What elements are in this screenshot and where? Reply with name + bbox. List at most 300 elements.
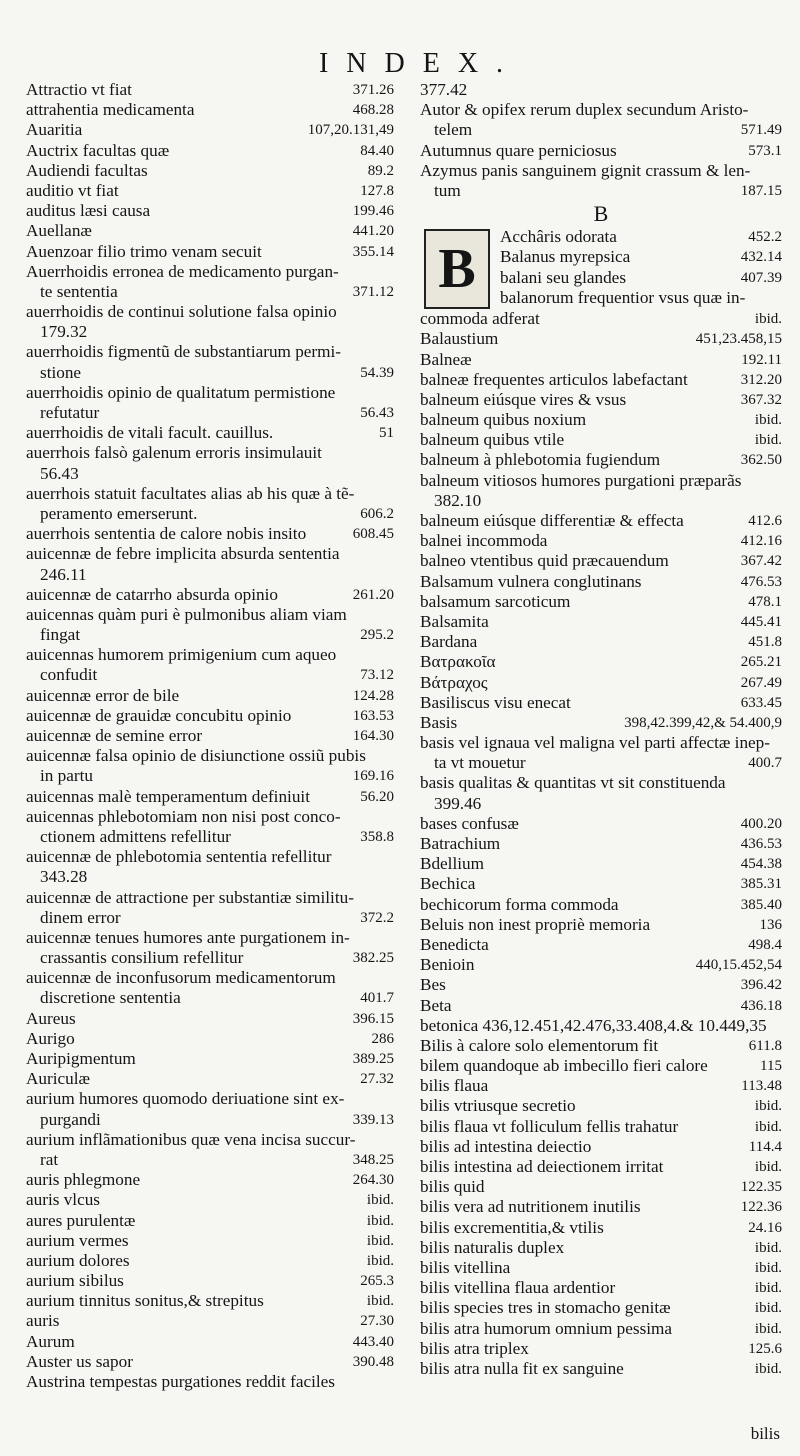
index-entry: [420, 430, 782, 450]
entry-text: Βατρακοῖα: [420, 652, 496, 672]
entry-page-ref: 454.38: [737, 854, 782, 874]
entry-text: auerrhoidis opinio de qualitatum permistione: [26, 382, 336, 402]
index-entry: [26, 1029, 394, 1049]
index-entry: [26, 1271, 394, 1291]
index-entry: [26, 686, 394, 706]
entry-text: balanorum frequentior vsus quæ in-: [500, 287, 746, 307]
entry-text: auerrhois sententia de calore nobis insito: [26, 524, 307, 544]
entry-text: auicennæ de grauidæ concubitu opinio: [26, 705, 292, 725]
entry-text: ctionem admittens refellitur: [40, 826, 231, 846]
entry-text: balneæ frequentes articulos labefactant: [420, 369, 688, 389]
entry-text: basis vel ignaua vel maligna vel parti affectæ inep-: [420, 733, 770, 753]
entry-text: Austrina tempestas purgationes reddit faciles: [26, 1372, 335, 1391]
entry-text: bilis vtriusque secretio: [420, 1096, 576, 1116]
initial-block: [420, 227, 782, 309]
entry-page-ref: 355.14: [349, 242, 394, 262]
entry-text: Aurum: [26, 1331, 75, 1351]
entry-page-ref: 358.8: [356, 827, 394, 847]
index-entry: [26, 827, 394, 847]
entry-text: Azymus panis sanguinem gignit crassum & len-: [420, 160, 751, 180]
entry-text: Attractio vt fiat: [26, 80, 132, 99]
entry-page-ref: ibid.: [751, 1258, 782, 1278]
index-entry: [26, 1211, 394, 1231]
entry-text: balneum quibus vtile: [420, 430, 565, 450]
entry-text: Autor & opifex rerum duplex secundum Aristo-: [420, 100, 749, 120]
entry-text: Auster us sapor: [26, 1351, 133, 1371]
entry-page-ref: 169.16: [349, 766, 394, 786]
index-entry: [420, 1016, 782, 1036]
index-entry: [420, 410, 782, 430]
index-entry: [26, 443, 394, 463]
entry-page-ref: 443.40: [349, 1332, 394, 1352]
entry-page-ref: 385.31: [737, 874, 782, 894]
index-entry: [26, 1110, 394, 1130]
index-entry: [26, 746, 394, 766]
index-entry: [420, 370, 782, 390]
index-entry: [420, 80, 782, 100]
index-entry: [26, 1372, 394, 1392]
index-entry: [26, 262, 394, 282]
entry-page-ref: 396.15: [349, 1009, 394, 1029]
entry-text: aurium sibilus: [26, 1271, 124, 1291]
index-entry: [420, 794, 782, 814]
entry-page-ref: 396.42: [737, 975, 782, 995]
entry-text: auicennæ de attractione per substantiæ similitu-: [26, 887, 354, 907]
entry-page-ref: 56.43: [356, 403, 394, 423]
entry-page-ref: ibid.: [751, 1359, 782, 1379]
left-column: [26, 80, 394, 1392]
entry-text: Auerrhoidis erronea de medicamento purgan-: [26, 261, 339, 281]
index-entry: [420, 531, 782, 551]
index-entry: [26, 201, 394, 221]
index-entry: [420, 996, 782, 1016]
entry-text: Auenzoar filio trimo venam secuit: [26, 241, 262, 261]
index-entry: [420, 572, 782, 592]
entry-page-ref: 371.26: [349, 80, 394, 100]
index-entry: [26, 484, 394, 504]
entry-text: auicennæ error de bile: [26, 685, 180, 705]
entry-text: balneo vtentibus quid præcauendum: [420, 551, 669, 571]
entry-page-ref: 412.16: [737, 531, 782, 551]
index-entry: [26, 464, 394, 484]
entry-text: refutatur: [40, 403, 100, 422]
entry-page-ref: 295.2: [356, 625, 394, 645]
entry-page-ref: 452.2: [744, 227, 782, 247]
entry-text: aurium vermes: [26, 1230, 129, 1250]
entry-page-ref: 163.53: [349, 706, 394, 726]
index-entry: [26, 242, 394, 262]
entry-page-ref: 362.50: [737, 450, 782, 470]
entry-page-ref: ibid.: [363, 1251, 394, 1271]
entry-page-ref: 27.30: [356, 1311, 394, 1331]
entry-text: auerrhois falsò galenum erroris insimulauit: [26, 443, 322, 463]
index-entry: [420, 181, 782, 201]
index-entry: [500, 288, 782, 308]
index-entry: [26, 383, 394, 403]
entry-text: bilis flaua: [420, 1076, 489, 1096]
entry-page-ref: 367.42: [737, 551, 782, 571]
entry-text: auicennæ falsa opinio de disiunctione ossiũ pubis: [26, 746, 366, 766]
entry-page-ref: ibid.: [751, 410, 782, 430]
entry-text: Aureus: [26, 1008, 76, 1028]
index-entry: [500, 268, 782, 288]
index-entry: [420, 1137, 782, 1157]
index-entry: [420, 141, 782, 161]
entry-text: auerrhoidis de vitali facult. cauillus.: [26, 423, 274, 443]
index-entry: [26, 1332, 394, 1352]
index-entry: [420, 673, 782, 693]
entry-page-ref: ibid.: [363, 1231, 394, 1251]
entry-page-ref: ibid.: [751, 1298, 782, 1318]
index-entry: [26, 524, 394, 544]
entry-text: Bdellium: [420, 854, 484, 874]
index-entry: [26, 181, 394, 201]
entry-page-ref: 608.45: [349, 524, 394, 544]
index-entry: [420, 309, 782, 329]
entry-page-ref: ibid.: [363, 1190, 394, 1210]
entry-text: auris: [26, 1311, 60, 1331]
entry-page-ref: 440,15.452,54: [692, 955, 782, 975]
entry-text: auditio vt fiat: [26, 180, 119, 200]
entry-text: bilis atra triplex: [420, 1338, 529, 1358]
index-entry: [420, 1197, 782, 1217]
index-entry: [420, 1298, 782, 1318]
entry-text: Auaritia: [26, 120, 83, 140]
entry-text: balani seu glandes: [500, 267, 627, 287]
entry-page-ref: 339.13: [349, 1110, 394, 1130]
index-entry: [420, 1258, 782, 1278]
index-entry: [26, 282, 394, 302]
index-entry: [26, 322, 394, 342]
index-entry: [26, 1069, 394, 1089]
entry-page-ref: 606.2: [356, 504, 394, 524]
index-entry: [500, 247, 782, 267]
entry-page-ref: 265.3: [356, 1271, 394, 1291]
index-entry: [26, 363, 394, 383]
index-entry: [420, 652, 782, 672]
entry-page-ref: 187.15: [737, 181, 782, 201]
entry-page-ref: 115: [756, 1056, 782, 1076]
entry-text: Bechica: [420, 874, 476, 894]
entry-text: aurium dolores: [26, 1250, 130, 1270]
index-entry: [420, 854, 782, 874]
index-entry: [420, 975, 782, 995]
entry-page-ref: 382.25: [349, 948, 394, 968]
entry-page-ref: 107,20.131,49: [304, 120, 394, 140]
entry-text: Balsamita: [420, 611, 489, 631]
entry-page-ref: 633.45: [737, 693, 782, 713]
entry-text: auerrhoidis de continui solutione falsa opinio: [26, 302, 337, 322]
index-entry: [26, 787, 394, 807]
index-entry: [26, 100, 394, 120]
entry-page-ref: 476.53: [737, 572, 782, 592]
entry-text: bilis quid: [420, 1177, 485, 1197]
entry-text: auicennæ de febre implicita absurda sententia: [26, 544, 340, 564]
entry-text: balneum quibus noxium: [420, 410, 587, 430]
entry-text: auerrhoidis figmentũ de substantiarum permi-: [26, 342, 342, 362]
entry-page-ref: 125.6: [744, 1339, 782, 1359]
entry-page-ref: 468.28: [349, 100, 394, 120]
entry-page-ref: 398,42.399,42,& 54.400,9: [620, 713, 782, 733]
index-entry: [420, 551, 782, 571]
entry-page-ref: 390.48: [349, 1352, 394, 1372]
index-entry: [26, 766, 394, 786]
index-entry: [26, 1311, 394, 1331]
entry-page-ref: 261.20: [349, 585, 394, 605]
entry-text: balneum à phlebotomia fugiendum: [420, 450, 661, 470]
entry-page-ref: 407.39: [737, 268, 782, 288]
entry-text: Benioin: [420, 955, 475, 975]
entry-text: balneum eiúsque differentiæ & effecta: [420, 511, 684, 530]
entry-page-ref: 122.36: [737, 1197, 782, 1217]
index-entry: [420, 1036, 782, 1056]
index-entry: [26, 423, 394, 443]
entry-text: auicennæ tenues humores ante purgationem in-: [26, 927, 350, 947]
entry-text: rat: [40, 1149, 59, 1169]
index-entry: [26, 867, 394, 887]
entry-text: betonica 436,12.451,42.476,33.408,4.& 10.449,35: [420, 1015, 767, 1035]
entry-text: Balanus myrepsica: [500, 247, 631, 267]
index-entry: [420, 753, 782, 773]
index-entry: [420, 1056, 782, 1076]
index-entry: [420, 713, 782, 733]
entry-text: Basis: [420, 712, 458, 732]
entry-page-ref: ibid.: [363, 1211, 394, 1231]
entry-text: auicennas quàm puri è pulmonibus aliam viam: [26, 604, 347, 624]
entry-text: dinem error: [40, 907, 121, 927]
entry-text: bilis vera ad nutritionem inutilis: [420, 1197, 641, 1217]
entry-page-ref: ibid.: [751, 309, 782, 329]
entry-text: Benedicta: [420, 934, 489, 954]
index-entry: [500, 227, 782, 247]
entry-text: peramento emerserunt.: [40, 503, 198, 523]
entry-page-ref: 445.41: [737, 612, 782, 632]
index-entry: [26, 928, 394, 948]
index-entry: [26, 888, 394, 908]
right-column-bottom: [420, 309, 782, 1379]
initial-lines: [500, 227, 782, 308]
entry-page-ref: ibid.: [751, 1096, 782, 1116]
entry-text: bilis ad intestina deiectio: [420, 1136, 592, 1156]
index-entry: [26, 645, 394, 665]
entry-page-ref: 401.7: [356, 988, 394, 1008]
entry-text: bilis vitellina: [420, 1257, 511, 1277]
entry-text: auerrhois statuit facultates alias ab his quæ à tẽ-: [26, 483, 355, 503]
index-entry: [26, 403, 394, 423]
index-entry: [420, 814, 782, 834]
entry-page-ref: 89.2: [364, 161, 394, 181]
index-entry: [420, 1157, 782, 1177]
index-entry: [26, 342, 394, 362]
index-entry: [420, 491, 782, 511]
entry-text: auris phlegmone: [26, 1170, 141, 1190]
index-entry: [26, 141, 394, 161]
entry-text: auicennæ de semine error: [26, 726, 203, 745]
entry-text: bases confusæ: [420, 813, 519, 833]
entry-text: 343.28: [40, 867, 88, 887]
entry-page-ref: 412.6: [744, 511, 782, 531]
entry-text: te sententia: [40, 281, 118, 301]
index-entry: [420, 1238, 782, 1258]
index-entry: [26, 161, 394, 181]
entry-page-ref: 73.12: [356, 665, 394, 685]
entry-text: Balneæ: [420, 349, 472, 369]
index-entry: [420, 100, 782, 120]
index-entry: [26, 1150, 394, 1170]
entry-page-ref: 122.35: [737, 1177, 782, 1197]
entry-text: attrahentia medicamenta: [26, 100, 195, 120]
entry-text: bilis species tres in stomacho genitæ: [420, 1298, 671, 1318]
index-entry: [420, 471, 782, 491]
entry-text: auicennæ de inconfusorum medicamentorum: [26, 968, 336, 988]
entry-page-ref: ibid.: [363, 1291, 394, 1311]
catchword: bilis: [750, 1424, 780, 1443]
entry-page-ref: 136: [756, 915, 783, 935]
entry-text: aurium humores quomodo deriuatione sint ex-: [26, 1089, 345, 1109]
entry-text: Auctrix facultas quæ: [26, 140, 170, 160]
entry-text: balsamum sarcoticum: [420, 591, 571, 611]
index-entry: [420, 693, 782, 713]
index-entry: [26, 221, 394, 241]
entry-page-ref: 56.20: [356, 787, 394, 807]
entry-text: auditus læsi causa: [26, 201, 151, 221]
entry-page-ref: 432.14: [737, 247, 782, 267]
entry-page-ref: 264.30: [349, 1170, 394, 1190]
entry-text: auicennas humorem primigenium cum aqueo: [26, 645, 337, 665]
index-entry: [26, 1190, 394, 1210]
entry-page-ref: 265.21: [737, 652, 782, 672]
index-entry: [420, 773, 782, 793]
entry-text: bilis atra nulla fit ex sanguine: [420, 1358, 624, 1378]
entry-page-ref: 571.49: [737, 120, 782, 140]
index-entry: [420, 895, 782, 915]
index-entry: [420, 592, 782, 612]
entry-page-ref: 124.28: [349, 686, 394, 706]
index-entry: [26, 908, 394, 928]
entry-text: Aurigo: [26, 1028, 75, 1048]
index-entry: [420, 161, 782, 181]
index-entry: [26, 1049, 394, 1069]
entry-page-ref: 478.1: [744, 592, 782, 612]
index-entry: [26, 625, 394, 645]
entry-text: crassantis consilium refellitur: [40, 948, 244, 968]
entry-page-ref: 436.53: [737, 834, 782, 854]
entry-text: auris vlcus: [26, 1190, 100, 1210]
right-column-top: [420, 80, 782, 201]
entry-page-ref: 199.46: [349, 201, 394, 221]
entry-page-ref: ibid.: [751, 1157, 782, 1177]
entry-page-ref: 611.8: [745, 1036, 782, 1056]
page-header: INDEX.: [318, 48, 522, 79]
index-entry: [26, 585, 394, 605]
entry-text: bilis intestina ad deiectionem irritat: [420, 1157, 664, 1176]
entry-text: balneum eiúsque vires & vsus: [420, 389, 627, 409]
index-entry: [420, 955, 782, 975]
entry-text: discretione sententia: [40, 988, 181, 1008]
index-entry: [26, 1291, 394, 1311]
entry-page-ref: 192.11: [737, 350, 782, 370]
entry-page-ref: 127.8: [356, 181, 394, 201]
entry-page-ref: 367.32: [737, 390, 782, 410]
index-entry: [26, 1251, 394, 1271]
index-entry: [26, 847, 394, 867]
index-entry: [420, 450, 782, 470]
entry-text: Beluis non inest propriè memoria: [420, 914, 651, 934]
index-entry: [420, 1218, 782, 1238]
entry-text: Auripigmentum: [26, 1049, 136, 1068]
entry-text: purgandi: [40, 1109, 101, 1129]
index-entry: [26, 565, 394, 585]
entry-text: Audiendi facultas: [26, 160, 148, 180]
entry-text: bilis vitellina flaua ardentior: [420, 1278, 616, 1298]
index-entry: [26, 706, 394, 726]
entry-page-ref: 286: [368, 1029, 395, 1049]
entry-text: commoda adferat: [420, 309, 540, 329]
entry-text: auicennæ de catarrho absurda opinio: [26, 584, 278, 604]
index-entry: [420, 390, 782, 410]
index-entry: [420, 511, 782, 531]
index-entry: [26, 968, 394, 988]
index-entry: [420, 733, 782, 753]
entry-text: auicennas malè temperamentum definiuit: [26, 786, 310, 806]
entry-page-ref: 400.7: [744, 753, 782, 773]
index-entry: [420, 1117, 782, 1137]
index-entry: [420, 1319, 782, 1339]
index-entry: [420, 1359, 782, 1379]
entry-text: telem: [434, 120, 473, 140]
index-entry: [420, 612, 782, 632]
entry-page-ref: 371.12: [349, 282, 394, 302]
index-entry: [420, 120, 782, 140]
entry-text: Bilis à calore solo elementorum fit: [420, 1035, 659, 1055]
entry-page-ref: 436.18: [737, 996, 782, 1016]
index-entry: [26, 665, 394, 685]
entry-page-ref: 451.8: [744, 632, 782, 652]
entry-page-ref: 498.4: [744, 935, 782, 955]
entry-page-ref: ibid.: [751, 430, 782, 450]
index-entry: [420, 632, 782, 652]
index-entry: [26, 1170, 394, 1190]
index-entry: [26, 544, 394, 564]
entry-page-ref: 113.48: [737, 1076, 782, 1096]
entry-page-ref: ibid.: [751, 1238, 782, 1258]
section-letter-b: B: [593, 201, 609, 227]
entry-page-ref: 451,23.458,15: [692, 329, 782, 349]
index-entry: [26, 988, 394, 1008]
entry-text: bilis naturalis duplex: [420, 1237, 565, 1257]
entry-page-ref: ibid.: [751, 1278, 782, 1298]
decorated-initial: B: [424, 229, 490, 309]
index-entry: [420, 1076, 782, 1096]
entry-page-ref: 51: [375, 423, 394, 443]
index-entry: [26, 726, 394, 746]
entry-text: 179.32: [40, 322, 88, 342]
index-entry: [420, 874, 782, 894]
entry-text: bechicorum forma commoda: [420, 894, 619, 914]
index-entry: [26, 807, 394, 827]
index-entry: [420, 915, 782, 935]
index-entry: [26, 1009, 394, 1029]
entry-page-ref: 312.20: [737, 370, 782, 390]
entry-page-ref: 372.2: [356, 908, 394, 928]
index-entry: [26, 948, 394, 968]
entry-text: Auriculæ: [26, 1069, 90, 1089]
entry-text: Beta: [420, 995, 452, 1015]
entry-text: 246.11: [40, 564, 87, 584]
entry-page-ref: ibid.: [751, 1319, 782, 1339]
entry-text: fingat: [40, 625, 81, 645]
index-entry: [26, 504, 394, 524]
